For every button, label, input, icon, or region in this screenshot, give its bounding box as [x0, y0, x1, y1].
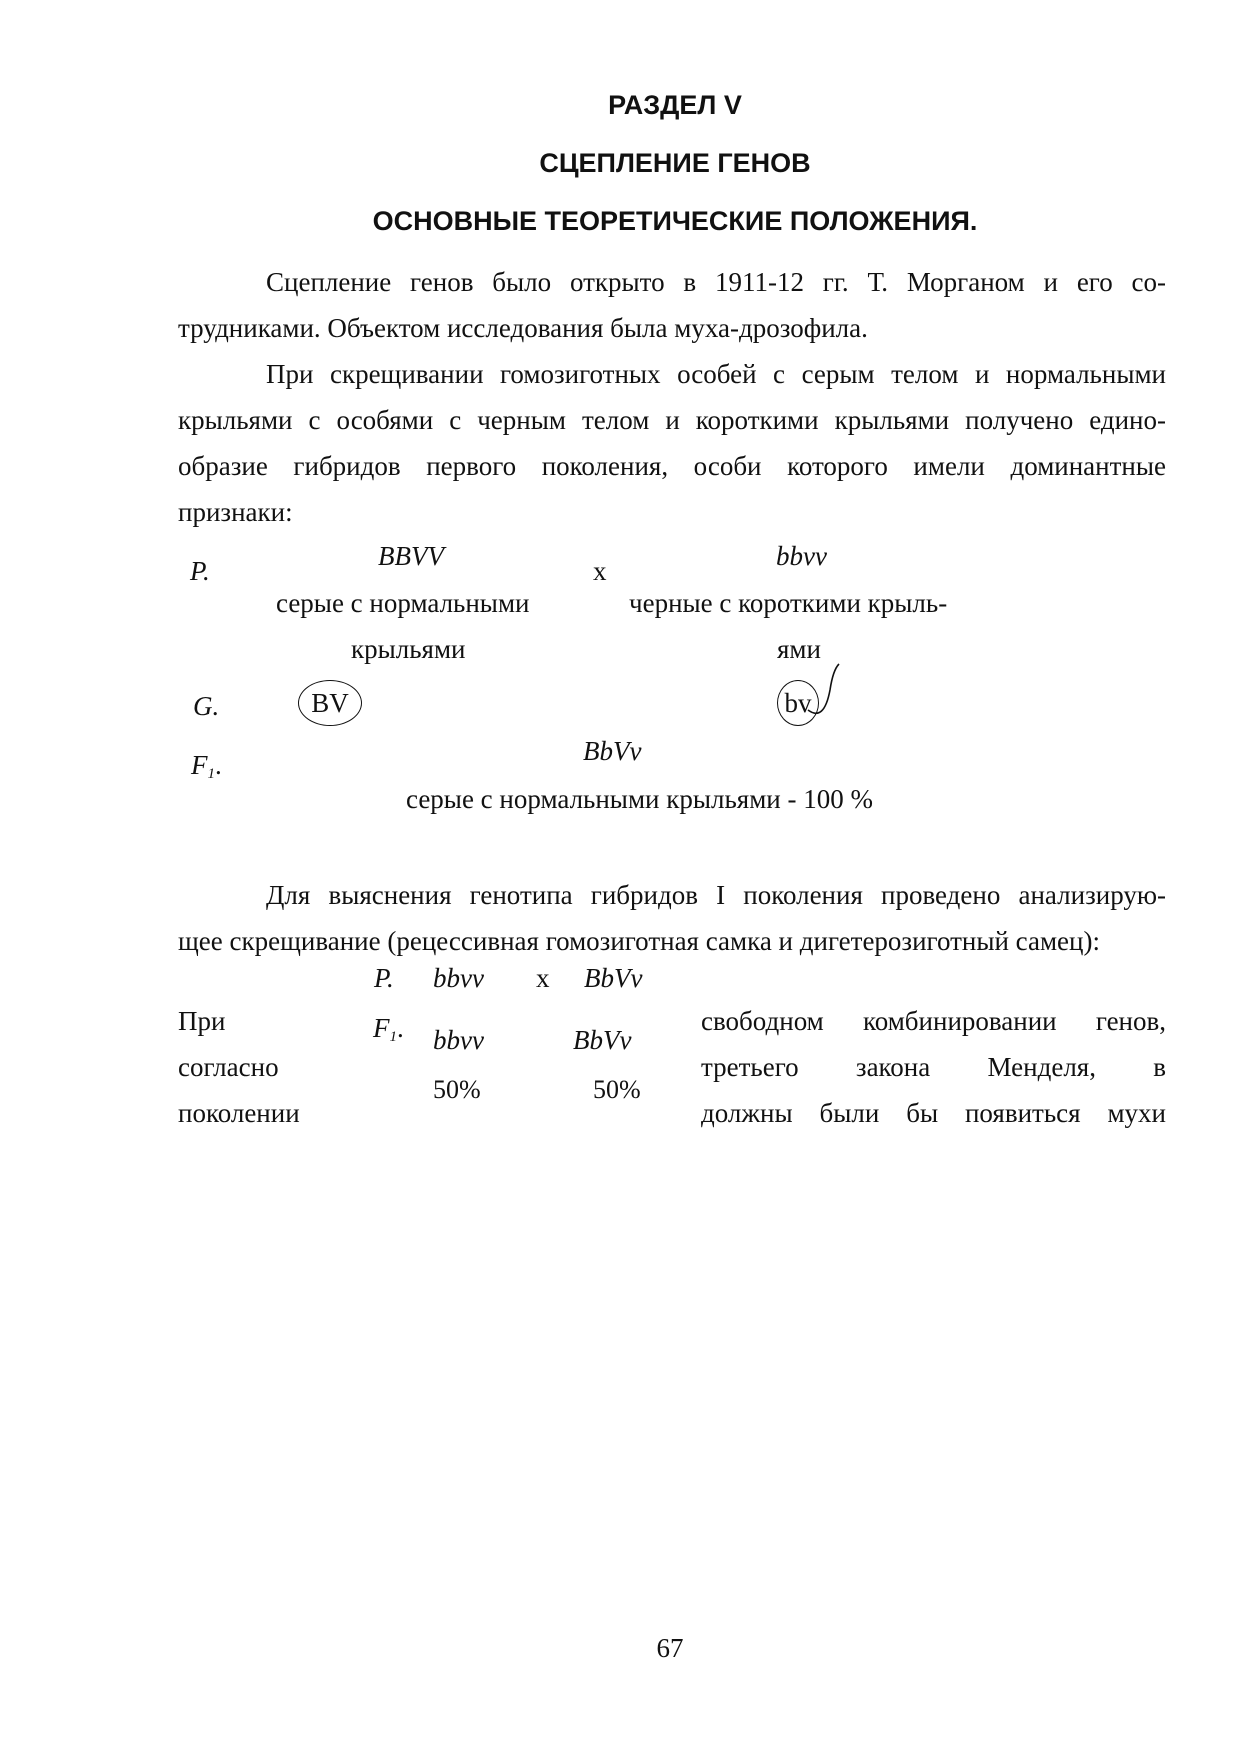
f1-letter: F — [373, 1013, 390, 1043]
paragraph-3 — [178, 872, 1166, 964]
gamete-label: BV — [311, 687, 349, 718]
section-heading: РАЗДЕЛ V — [608, 90, 742, 120]
parent2-phenotype: ями — [777, 634, 821, 664]
parent2-phenotype: черные с короткими крыль- — [629, 588, 948, 618]
gamete-label: bv — [784, 687, 812, 718]
f1-genotype: BbVv — [583, 736, 642, 766]
g-label: G. — [193, 691, 220, 721]
f1-subscript: 1 — [389, 1029, 397, 1045]
p-label: P. — [190, 556, 210, 586]
offspring-percentage: 50% — [593, 1075, 641, 1104]
paragraph-1 — [178, 259, 1166, 351]
paragraph-line: крыльями с особями с черным телом и короткими крыльями получено едино- — [178, 405, 1166, 435]
text-line: При — [178, 1006, 226, 1036]
f1-dot: . — [397, 1013, 404, 1043]
paragraph-line: образие гибридов первого поколения, особи которого имели доминантные — [178, 451, 1166, 481]
paragraph-line: При скрещивании гомозиготных особей с серым телом и нормальными — [266, 359, 1166, 389]
chapter-subtitle: ОСНОВНЫЕ ТЕОРЕТИЧЕСКИЕ ПОЛОЖЕНИЯ. — [372, 206, 978, 236]
f1-letter: F — [191, 750, 208, 780]
text-line: должны были бы появиться мухи — [701, 1098, 1166, 1128]
paragraph-line: щее скрещивание (рецессивная гомозиготная самка и дигетерозиготный самец): — [178, 926, 1100, 956]
text-line: согласно — [178, 1052, 279, 1082]
parent1-phenotype: крыльями — [351, 634, 466, 664]
cross-sign: x — [536, 963, 550, 993]
parent2-genotype: BbVv — [584, 963, 643, 993]
text-line: свободном комбинировании генов, — [701, 1006, 1166, 1036]
parent1-genotype: BBVV — [378, 541, 444, 571]
page-number: 67 — [656, 1633, 684, 1663]
f1-result: серые с нормальными крыльями - 100 % — [406, 784, 873, 814]
f1-label — [373, 1013, 404, 1046]
cross-sign: x — [593, 556, 607, 586]
paragraph-2 — [178, 351, 1166, 535]
chapter-title: СЦЕПЛЕНИЕ ГЕНОВ — [539, 148, 811, 178]
check-mark-icon — [806, 660, 840, 726]
offspring-genotype: bbvv — [433, 1025, 484, 1055]
text-line: третьего закона Менделя, в — [701, 1052, 1166, 1082]
right-text-fragment — [701, 998, 1166, 1136]
paragraph-line: Для выяснения генотипа гибридов I поколения проведено анализирую- — [266, 880, 1166, 910]
offspring-genotype: BbVv — [573, 1025, 632, 1055]
paragraph-line: трудниками. Объектом исследования была муха-дрозофила. — [178, 313, 868, 343]
parent1-genotype: bbvv — [433, 963, 484, 993]
offspring-percentage: 50% — [433, 1075, 481, 1104]
p-label: P. — [374, 963, 394, 993]
left-text-fragment — [178, 998, 300, 1136]
parent1-phenotype: серые с нормальными — [276, 588, 530, 618]
paragraph-line: Сцепление генов было открыто в 1911-12 гг. Т. Морганом и его со- — [266, 267, 1166, 297]
f1-label — [191, 750, 222, 783]
text-line: поколении — [178, 1098, 300, 1128]
gamete-bv-circle — [298, 680, 362, 726]
paragraph-line: признаки: — [178, 497, 293, 527]
f1-subscript: 1 — [207, 766, 215, 782]
parent2-genotype: bbvv — [776, 541, 827, 571]
f1-dot: . — [215, 750, 222, 780]
